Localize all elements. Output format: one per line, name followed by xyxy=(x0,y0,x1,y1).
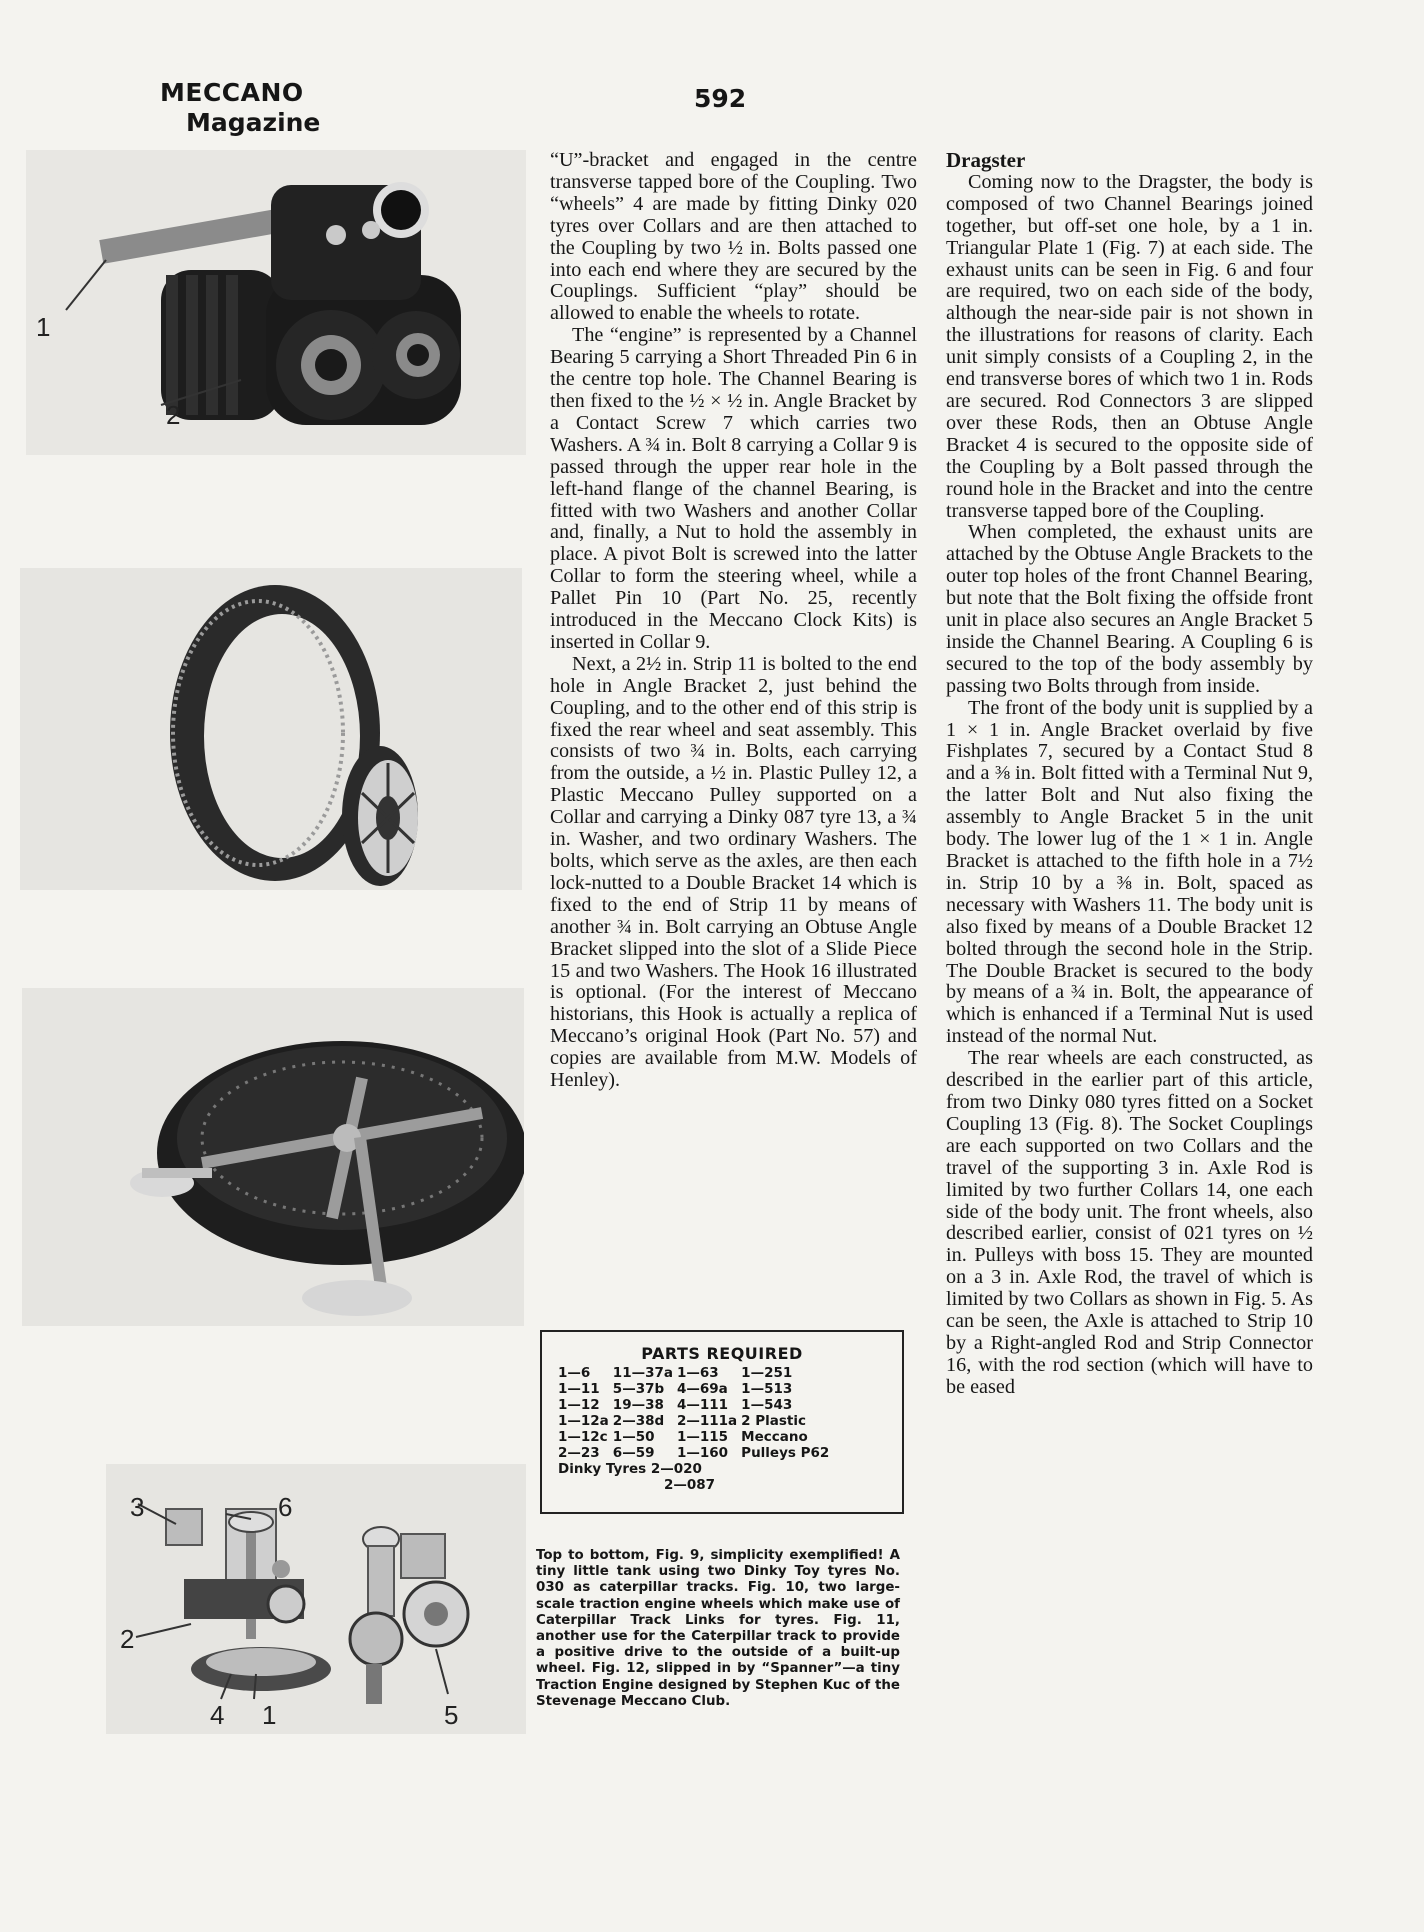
paragraph: “U”-bracket and engaged in the centre transverse tapped bore of the Coupling. Two “wheels” 4 are made by fitting Dinky 020 tyres over Collars and are then attached to the Coupling by two ½ in. Bolts passed one into each end where they are secured by the Couplings. Sufficient “play” should be allowed to enable the wheels to rotate. xyxy=(550,149,917,325)
table-cell: 1—11 xyxy=(558,1381,600,1397)
paragraph: Coming now to the Dragster, the body is composed of two Channel Bearings joined together, but off-set one hole, by a 1 in. Triangular Plate 1 (Fig. 7) at each side. The exhaust units can be seen in Fig. 6 and four are required, two on each side of the body, although the near-side pair is not shown in the illustrations for reasons of clarity. Each unit simply consists of a Coupling 2, in the end transverse bores of which two 1 in. Rods are secured. Rod Connectors 3 are slipped over these Rods, then an Obtuse Angle Bracket 4 is secured to the opposite side of the Coupling by a Bolt passed through the round hole in the Bracket and into the centre transverse tapped bore of the Coupling. xyxy=(946,170,1313,522)
parts-required-box xyxy=(540,1330,904,1514)
figure-11-wheel-photo xyxy=(22,988,524,1326)
fig12-label-2: 2 xyxy=(120,1624,135,1654)
table-row xyxy=(558,1381,833,1397)
article-column-middle xyxy=(550,150,917,1092)
paragraph: The front of the body unit is supplied by a 1 × 1 in. Angle Bracket overlaid by five Fishplates 7, secured by a Contact Stud 8 and a ⅜ in. Bolt fitted with a Terminal Nut 9, the latter Bolt and Nut also fixing the assembly to Angle Bracket 5 in the unit body. The lower lug of the 1 × 1 in. Angle Bracket is attached to the fifth hole in a 7½ in. Strip 10 by a ⅜ in. Bolt, spaced as necessary with Washers 11. The body unit is also fixed by means of a Double Bracket 12 bolted through the second hole in the Strip. The Double Bracket is secured to the body by means of a ¾ in. Bolt, the appearance of which is enhanced if a Terminal Nut is used instead of the normal Nut. xyxy=(946,696,1313,1048)
table-cell: 4—69a xyxy=(676,1381,728,1397)
table-cell: 1—50 xyxy=(612,1429,655,1445)
table-cell: 1—543 xyxy=(741,1397,793,1413)
table-cell: 1—12c xyxy=(558,1429,608,1445)
table-cell: 1—6 xyxy=(558,1365,591,1381)
table-row xyxy=(558,1397,833,1413)
table-cell: 6—59 xyxy=(612,1445,655,1461)
paragraph: When completed, the exhaust units are attached by the Obtuse Angle Brackets to the outer top holes of the front Channel Bearing, but note that the Bolt fixing the offside front unit in place also secures an Angle Bracket 5 inside the Channel Bearing. A Coupling 6 is secured to the top of the body assembly by passing two Bolts through from inside. xyxy=(946,521,1313,697)
fig12-label-4: 4 xyxy=(210,1700,225,1730)
table-cell: 2—111a xyxy=(676,1413,738,1429)
dinky-tyres-line-2: 2—087 xyxy=(664,1477,716,1493)
table-cell: 19—38 xyxy=(612,1397,664,1413)
table-cell: Pulleys P62 xyxy=(741,1445,830,1461)
table-row xyxy=(558,1429,833,1445)
figure-9-tank-photo xyxy=(26,150,526,455)
figure-caption: Top to bottom, Fig. 9, simplicity exemplified! A tiny little tank using two Dinky Toy tyres No. 030 as caterpillar tracks. Fig. 10, two large-scale traction engine wheels which make use of Caterpillar Track Links for tyres. Fig. 11, another use for the Caterpillar track to provide a positive drive to the outside of a built-up wheel. Fig. 12, slipped in by “Spanner”—a tiny Traction Engine designed by Stephen Kuc of the Stevenage Meccano Club. xyxy=(536,1548,900,1709)
article-column-right xyxy=(946,150,1313,1399)
fig9-label-2: 2 xyxy=(166,400,181,430)
table-row xyxy=(558,1445,833,1461)
table-row xyxy=(558,1365,833,1381)
figure-12-traction-engine-photo xyxy=(106,1464,526,1734)
fig12-label-1: 1 xyxy=(262,1700,277,1730)
table-cell: 4—111 xyxy=(676,1397,729,1413)
table-cell: 1—251 xyxy=(741,1365,793,1381)
table-cell: 1—160 xyxy=(676,1445,729,1461)
table-row xyxy=(558,1413,833,1429)
table-cell: 2—38d xyxy=(612,1413,665,1429)
table-cell: 1—63 xyxy=(676,1365,719,1381)
table-cell: 1—115 xyxy=(676,1429,729,1445)
logo-magazine: Magazine xyxy=(186,108,321,137)
logo-meccano: MECCANO xyxy=(160,78,304,107)
parts-required-title: PARTS REQUIRED xyxy=(641,1344,803,1363)
table-cell: 2—23 xyxy=(558,1445,600,1461)
table-cell: 5—37b xyxy=(612,1381,665,1397)
paragraph: The rear wheels are each constructed, as described in the earlier part of this article, from two Dinky 080 tyres fitted on a Socket Coupling 13 (Fig. 8). The Socket Couplings are each supported on two Collars and the travel of the supporting 3 in. Axle Rod is limited by two further Collars 14, one each side of the body unit. The front wheels, also described earlier, consist of 021 tyres on ½ in. Pulleys with boss 15. They are mounted on a 3 in. Axle Rod, the travel of which is limited by two Collars as shown in Fig. 5. As can be seen, the Axle is attached to Strip 10 by a Right-angled Rod and Strip Connector 16, with the rod section (which will have to be eased xyxy=(946,1047,1313,1398)
fig12-label-5: 5 xyxy=(444,1700,459,1730)
table-cell: 1—513 xyxy=(741,1381,793,1397)
dinky-tyres-line: Dinky Tyres 2—020 xyxy=(558,1461,702,1477)
table-cell: 1—12 xyxy=(558,1397,600,1413)
fig12-label-3: 3 xyxy=(130,1492,145,1522)
magazine-logo xyxy=(160,78,320,138)
table-cell: 2 Plastic xyxy=(741,1413,807,1429)
fig9-label-1: 1 xyxy=(36,312,51,342)
section-heading-dragster: Dragster xyxy=(946,148,1026,172)
figure-10-wheels-photo xyxy=(20,568,522,890)
paragraph: The “engine” is represented by a Channel Bearing 5 carrying a Short Threaded Pin 6 in the centre top hole. The Channel Bearing is then fixed to the ½ × ½ in. Angle Bracket by a Contact Screw 7 which carries two Washers. A ¾ in. Bolt 8 carrying a Collar 9 is passed through the upper rear hole in the left-hand flange of the channel Bearing, is fitted with two Washers and another Collar and, finally, a Nut to hold the assembly in place. A pivot Bolt is screwed into the latter Collar to form the steering wheel, while a Pallet Pin 10 (Part No. 25, recently introduced in the Meccano Clock Kits) is inserted in Collar 9. xyxy=(550,324,917,653)
paragraph: Next, a 2½ in. Strip 11 is bolted to the end hole in Angle Bracket 2, just behind the Coupling, and to the other end of this strip is fixed the rear wheel and seat assembly. This consists of two ¾ in. Bolts, each carrying from the outside, a ½ in. Plastic Pulley 12, a Plastic Meccano Pulley supported on a Collar and carrying a Dinky 087 tyre 13, a ¾ in. Washer, and two ordinary Washers. The bolts, which serve as the axles, are then each lock-nutted to a Double Bracket 14 which is fixed to the end of Strip 11 by means of another ¾ in. Bolt carrying an Obtuse Angle Bracket slipped into the slot of a Slide Piece 15 and two Washers. The Hook 16 illustrated is optional. (For the interest of Meccano historians, this Hook is actually a replica of Meccano’s original Hook (Part No. 57) and copies are available from M.W. Models of Henley). xyxy=(550,652,917,1092)
table-cell: 1—12a xyxy=(558,1413,609,1429)
table-cell: Meccano xyxy=(741,1429,808,1445)
page-number: 592 xyxy=(694,84,747,113)
table-cell: 11—37a xyxy=(612,1365,673,1381)
fig12-label-6: 6 xyxy=(278,1492,293,1522)
parts-table xyxy=(558,1365,833,1461)
